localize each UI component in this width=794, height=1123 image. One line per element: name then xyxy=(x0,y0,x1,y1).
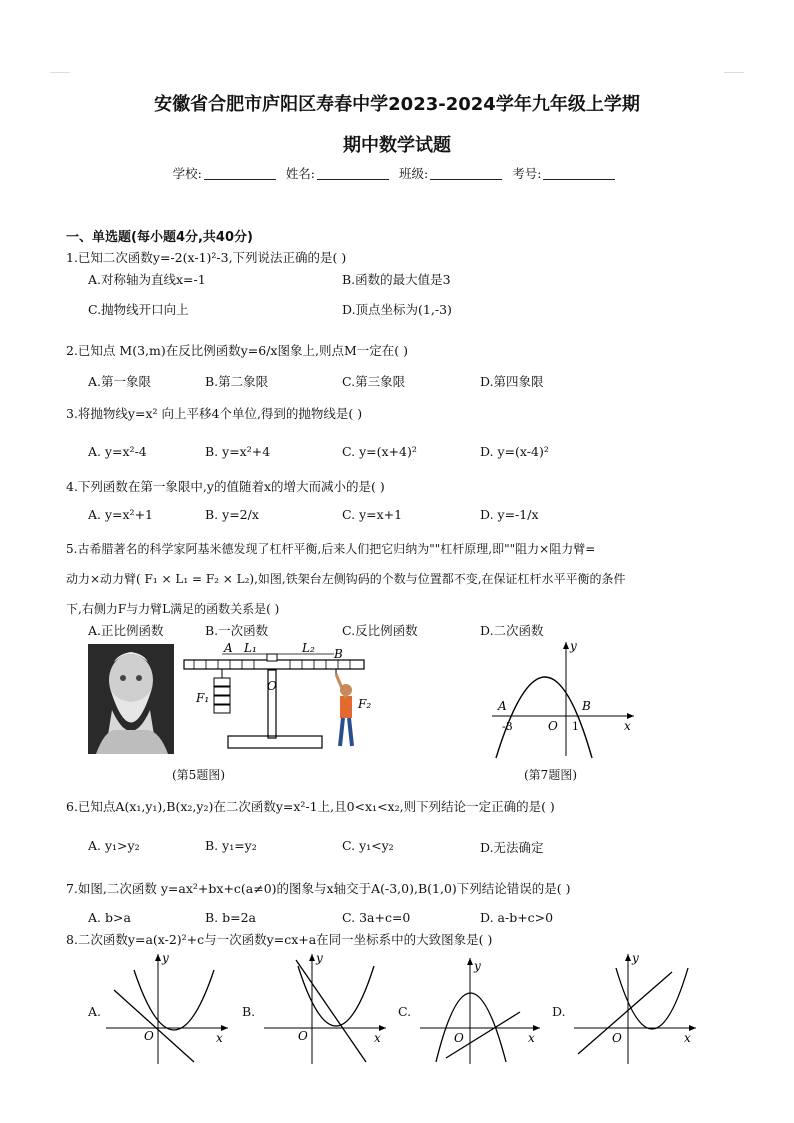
q8b-origin-label: O xyxy=(298,1029,308,1043)
q5-option-b[interactable]: B.一次函数 xyxy=(205,623,269,638)
q7-option-c[interactable]: C. 3a+c=0 xyxy=(342,910,411,925)
q6-option-a[interactable]: A. y₁>y₂ xyxy=(88,838,140,853)
q3-option-d[interactable]: D. y=(x-4)² xyxy=(480,444,549,459)
q6-option-d[interactable]: D.无法确定 xyxy=(480,840,544,855)
q8-option-a[interactable]: A. xyxy=(88,1004,102,1019)
corner-mark xyxy=(724,72,744,73)
label-A: A xyxy=(224,641,233,655)
section-heading: 一、单选题(每小题4分,共40分) xyxy=(66,230,253,245)
q4-option-a[interactable]: A. y=x²+1 xyxy=(88,507,153,522)
corner-mark xyxy=(50,72,70,73)
figure-5-caption: (第5题图) xyxy=(172,768,225,782)
q4-option-b[interactable]: B. y=2/x xyxy=(205,507,259,522)
figure-7-caption: (第7题图) xyxy=(524,768,577,782)
question-5-line3: 下,右侧力F与力臂L满足的函数关系是( ) xyxy=(66,602,280,616)
q8d-x-label: x xyxy=(684,1031,691,1045)
q6-option-c[interactable]: C. y₁<y₂ xyxy=(342,838,394,853)
q2-option-b[interactable]: B.第二象限 xyxy=(205,374,269,389)
fig7-label-O: O xyxy=(548,719,558,733)
q4-option-d[interactable]: D. y=-1/x xyxy=(480,507,539,522)
q2-option-d[interactable]: D.第四象限 xyxy=(480,374,544,389)
q8-graph-a[interactable] xyxy=(104,950,234,1066)
question-1-stem: 1.已知二次函数y=-2(x-1)²-3,下列说法正确的是( ) xyxy=(66,250,347,265)
figure-7-parabola xyxy=(484,636,644,760)
q1-option-c[interactable]: C.抛物线开口向上 xyxy=(88,302,189,317)
fig7-label-1: 1 xyxy=(572,720,579,733)
field-school-blank[interactable] xyxy=(204,167,276,180)
q5-option-d[interactable]: D.二次函数 xyxy=(480,623,544,638)
student-info-line xyxy=(0,164,794,182)
label-L1: L₁ xyxy=(244,641,257,655)
field-exam-number-blank[interactable] xyxy=(543,167,615,180)
q8b-y-label: y xyxy=(316,951,323,965)
q2-option-a[interactable]: A.第一象限 xyxy=(88,374,152,389)
q4-option-c[interactable]: C. y=x+1 xyxy=(342,507,403,522)
q8d-origin-label: O xyxy=(612,1031,622,1045)
child-pulling-figure xyxy=(336,669,352,746)
field-class-label: 班级: xyxy=(398,166,429,181)
question-4-stem: 4.下列函数在第一象限中,y的值随着x的增大而减小的是( ) xyxy=(66,479,385,494)
fig7-label-minus3: -3 xyxy=(502,720,513,733)
q6-option-b[interactable]: B. y₁=y₂ xyxy=(205,838,257,853)
field-name-label: 姓名: xyxy=(285,166,315,181)
q3-option-c[interactable]: C. y=(x+4)² xyxy=(342,444,417,459)
label-B: B xyxy=(334,647,343,661)
label-O: O xyxy=(267,679,277,693)
fig7-label-B: B xyxy=(582,699,591,713)
q8c-y-label: y xyxy=(474,959,481,973)
q8a-x-label: x xyxy=(216,1031,223,1045)
q8c-origin-label: O xyxy=(454,1031,464,1045)
fig7-label-x: x xyxy=(624,719,631,733)
q5-option-c[interactable]: C.反比例函数 xyxy=(342,623,418,638)
question-6-stem: 6.已知点A(x₁,y₁),B(x₂,y₂)在二次函数y=x²-1上,且0<x₁<x₂,则下列结论一定正确的是( ) xyxy=(66,799,555,814)
field-school-label: 学校: xyxy=(172,166,202,181)
q8b-x-label: x xyxy=(374,1031,381,1045)
q1-option-b[interactable]: B.函数的最大值是3 xyxy=(342,272,451,287)
page-title: 安徽省合肥市庐阳区寿春中学2023-2024学年九年级上学期 xyxy=(154,94,640,115)
question-7-stem: 7.如图,二次函数 y=ax²+bx+c(a≠0)的图象与x轴交于A(-3,0),B(1,0)下列结论错误的是( ) xyxy=(66,881,571,896)
label-F2: F₂ xyxy=(358,697,372,711)
question-5-line1: 5.古希腊著名的科学家阿基米德发现了杠杆平衡,后来人们把它归纳为""杠杆原理,即""阻力×阻力臂= xyxy=(66,542,596,556)
question-8-stem: 8.二次函数y=a(x-2)²+c与一次函数y=cx+a在同一坐标系中的大致图象是( ) xyxy=(66,932,493,947)
question-3-stem: 3.将抛物线y=x² 向上平移4个单位,得到的抛物线是( ) xyxy=(66,406,363,421)
field-name-blank[interactable] xyxy=(317,167,389,180)
q8-graph-d[interactable] xyxy=(572,950,702,1066)
q3-option-a[interactable]: A. y=x²-4 xyxy=(88,444,147,459)
q7-option-d[interactable]: D. a-b+c>0 xyxy=(480,910,554,925)
q1-option-d[interactable]: D.顶点坐标为(1,-3) xyxy=(342,302,452,317)
figure-5-lever xyxy=(84,640,384,760)
q8c-x-label: x xyxy=(528,1031,535,1045)
q3-option-b[interactable]: B. y=x²+4 xyxy=(205,444,271,459)
field-class-blank[interactable] xyxy=(430,167,502,180)
q5-option-a[interactable]: A.正比例函数 xyxy=(88,623,164,638)
field-exam-number-label: 考号: xyxy=(512,166,542,181)
q1-option-a[interactable]: A.对称轴为直线x=-1 xyxy=(88,272,206,287)
q2-option-c[interactable]: C.第三象限 xyxy=(342,374,406,389)
q8-graph-c[interactable] xyxy=(416,954,546,1066)
label-L2: L₂ xyxy=(302,641,315,655)
q8-option-d[interactable]: D. xyxy=(552,1004,566,1019)
label-F1: F₁ xyxy=(196,691,210,705)
q8-option-b[interactable]: B. xyxy=(242,1004,256,1019)
q8a-origin-label: O xyxy=(144,1029,154,1043)
q7-option-a[interactable]: A. b>a xyxy=(88,910,131,925)
page-subtitle: 期中数学试题 xyxy=(343,135,451,156)
fig7-label-y: y xyxy=(570,639,577,653)
question-5-line2: 动力×动力臂( F₁ × L₁ = F₂ × L₂),如图,铁架台左侧钩码的个数与位置都不变,在保证杠杆水平平衡的条件 xyxy=(66,572,626,586)
q8-option-c[interactable]: C. xyxy=(398,1004,412,1019)
q7-option-b[interactable]: B. b=2a xyxy=(205,910,257,925)
q8a-y-label: y xyxy=(162,951,169,965)
q8d-y-label: y xyxy=(632,951,639,965)
question-2-stem: 2.已知点 M(3,m)在反比例函数y=6/x图象上,则点M一定在( ) xyxy=(66,343,408,358)
q8-graph-b[interactable] xyxy=(262,950,392,1066)
archimedes-portrait-image xyxy=(88,644,174,754)
fig7-label-A: A xyxy=(498,699,507,713)
